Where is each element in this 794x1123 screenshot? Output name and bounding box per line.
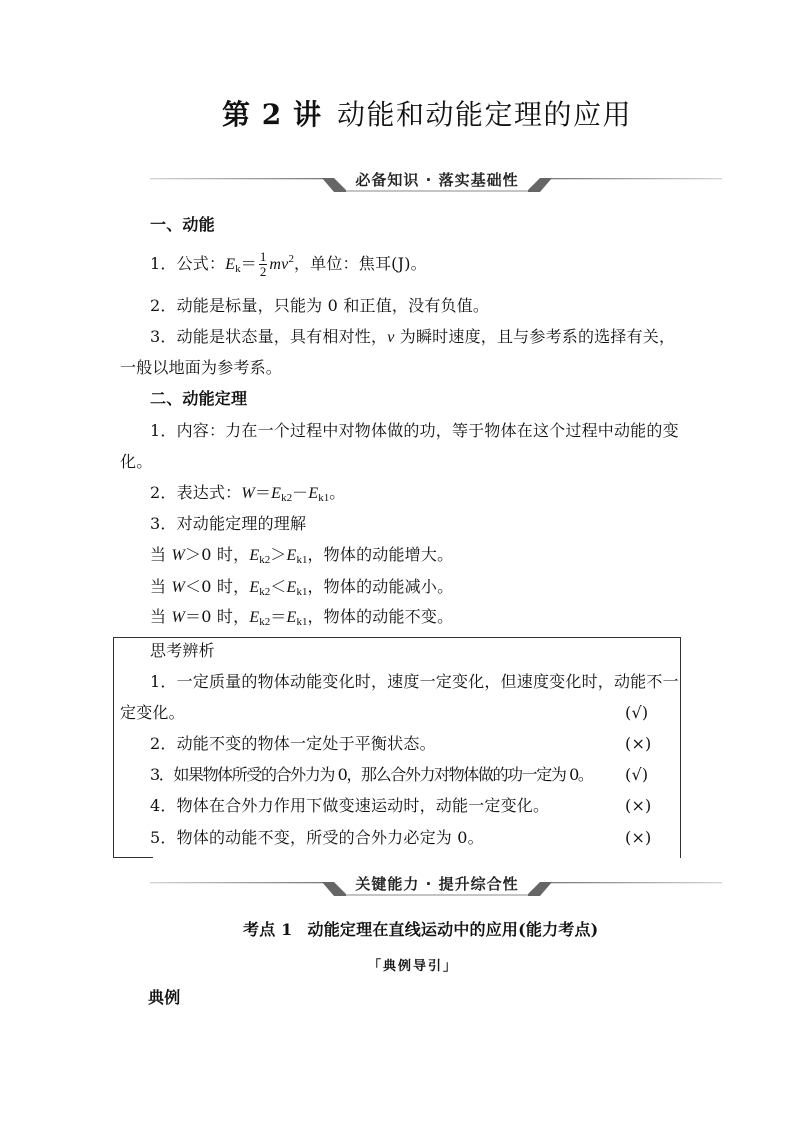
- thinking-item-2: 2．动能不变的物体一定处于平衡状态。: [150, 734, 436, 753]
- mass-velocity: mv: [269, 256, 289, 273]
- thinking-item-3-answer: (√): [625, 765, 649, 784]
- symbol-e-initial: E: [286, 579, 297, 596]
- thinking-item-1: 1．一定质量的物体动能变化时，速度一定变化，但速度变化时，动能不一: [150, 672, 679, 691]
- case-result: ，物体的动能不变。: [307, 607, 454, 626]
- state-continuation: 一般以地面为参考系。: [120, 358, 283, 377]
- heading-kinetic-energy: 一、动能: [150, 215, 215, 234]
- case-result: ，物体的动能增大。: [307, 545, 454, 564]
- case-condition: ＜0 时，: [185, 577, 250, 596]
- fraction-denominator: 2: [259, 264, 267, 279]
- thinking-item-3: 3．如果物体所受的合外力为 0，那么合外力对物体做的功一定为 0。: [150, 765, 593, 784]
- subscript-k2: k2: [281, 492, 293, 504]
- banner-basic-knowledge: 必备知识 · 落实基础性: [355, 171, 519, 189]
- work-symbol: W: [171, 609, 186, 626]
- state-part2: 为瞬时速度，且与参考系的选择有关，: [394, 327, 676, 346]
- expression-label: 2．表达式：: [150, 483, 242, 502]
- subscript-k: k: [235, 263, 241, 275]
- subscript-k1: k1: [296, 554, 308, 566]
- theorem-understanding: 3．对动能定理的理解: [150, 514, 307, 533]
- symbol-e-final: E: [249, 609, 260, 626]
- subscript-k1: k1: [318, 492, 330, 504]
- case-condition: ＝0 时，: [185, 607, 250, 626]
- case-when: 当: [150, 545, 172, 564]
- thinking-item-4: 4．物体在合外力作用下做变速运动时，动能一定变化。: [150, 796, 550, 815]
- scalar-statement: 2．动能是标量，只能为 0 和正值，没有负值。: [150, 296, 490, 315]
- case-relation: ＜: [270, 577, 287, 596]
- example-guide-label: 「典例导引」: [368, 959, 459, 974]
- divider-line-left: [150, 178, 330, 179]
- fraction-one-half: [259, 250, 268, 279]
- exam-point-label: 考点 1: [243, 920, 293, 939]
- case-condition: ＞0 时，: [185, 545, 250, 564]
- thinking-item-2-answer: (×): [625, 734, 652, 753]
- kinetic-energy-formula-line: [150, 250, 427, 279]
- formula-unit: ，单位：焦耳(J)。: [293, 254, 427, 273]
- thinking-item-1-answer: (√): [625, 703, 649, 722]
- example-label: 典例: [148, 988, 181, 1007]
- case-result: ，物体的动能减小。: [307, 577, 454, 596]
- fraction-numerator: 1: [259, 249, 267, 264]
- symbol-e-initial: E: [286, 609, 297, 626]
- symbol-e-final: E: [249, 547, 260, 564]
- symbol-e-initial: E: [308, 485, 319, 502]
- symbol-e-initial: E: [286, 547, 297, 564]
- thinking-item-5: 5．物体的动能不变，所受的合外力必定为 0。: [150, 828, 484, 847]
- theorem-content: 1．内容：力在一个过程中对物体做的功，等于物体在这个过程中动能的变: [150, 421, 679, 440]
- subscript-k2: k2: [259, 616, 271, 628]
- thinking-item-1-continuation: 定变化。: [120, 703, 185, 722]
- work-symbol: W: [241, 485, 255, 502]
- divider-line-left: [150, 882, 330, 883]
- case-when: 当: [150, 607, 172, 626]
- equals-sign: ＝: [254, 483, 272, 502]
- heading-kinetic-energy-theorem: 二、动能定理: [150, 389, 248, 408]
- tab-base: [346, 894, 528, 896]
- thinking-item-5-answer: (×): [625, 828, 652, 847]
- case-relation: ＞: [270, 545, 287, 564]
- page-title: 动能和动能定理的应用: [337, 98, 633, 131]
- symbol-e: E: [225, 256, 236, 273]
- minus-sign: －: [292, 483, 309, 502]
- exponent-two: 2: [288, 253, 294, 265]
- thinking-heading: 思考辨析: [150, 641, 215, 660]
- velocity-symbol: v: [387, 329, 395, 346]
- thinking-item-4-answer: (×): [625, 796, 652, 815]
- tab-base: [346, 190, 528, 192]
- subscript-k1: k1: [296, 586, 308, 598]
- work-symbol: W: [171, 579, 186, 596]
- divider-line-right: [544, 178, 722, 179]
- exam-point-title: 动能定理在直线运动中的应用(能力考点): [307, 920, 599, 939]
- expression-end: 。: [329, 483, 346, 502]
- theorem-content-continuation: 化。: [120, 452, 153, 471]
- subscript-k2: k2: [259, 554, 271, 566]
- exam-point-heading: [243, 919, 598, 941]
- theorem-case-zero: [150, 606, 453, 630]
- thinking-box-bottom-edge: [113, 857, 153, 858]
- formula-label: 1．公式：: [150, 254, 226, 273]
- case-when: 当: [150, 577, 172, 596]
- subscript-k1: k1: [296, 616, 308, 628]
- divider-line-right: [544, 882, 722, 883]
- theorem-expression: [150, 482, 346, 506]
- lecture-number: 第 2 讲: [222, 98, 322, 131]
- work-symbol: W: [171, 547, 186, 564]
- banner-key-ability: 关键能力 · 提升综合性: [355, 875, 519, 893]
- case-relation: ＝: [270, 607, 287, 626]
- subscript-k2: k2: [259, 586, 271, 598]
- state-part1: 3．动能是状态量，具有相对性，: [150, 327, 388, 346]
- equals-sign: ＝: [240, 254, 257, 273]
- theorem-case-positive: [150, 544, 453, 568]
- theorem-case-negative: [150, 576, 453, 600]
- symbol-e-final: E: [271, 485, 282, 502]
- symbol-e-final: E: [249, 579, 260, 596]
- state-statement: [150, 326, 675, 349]
